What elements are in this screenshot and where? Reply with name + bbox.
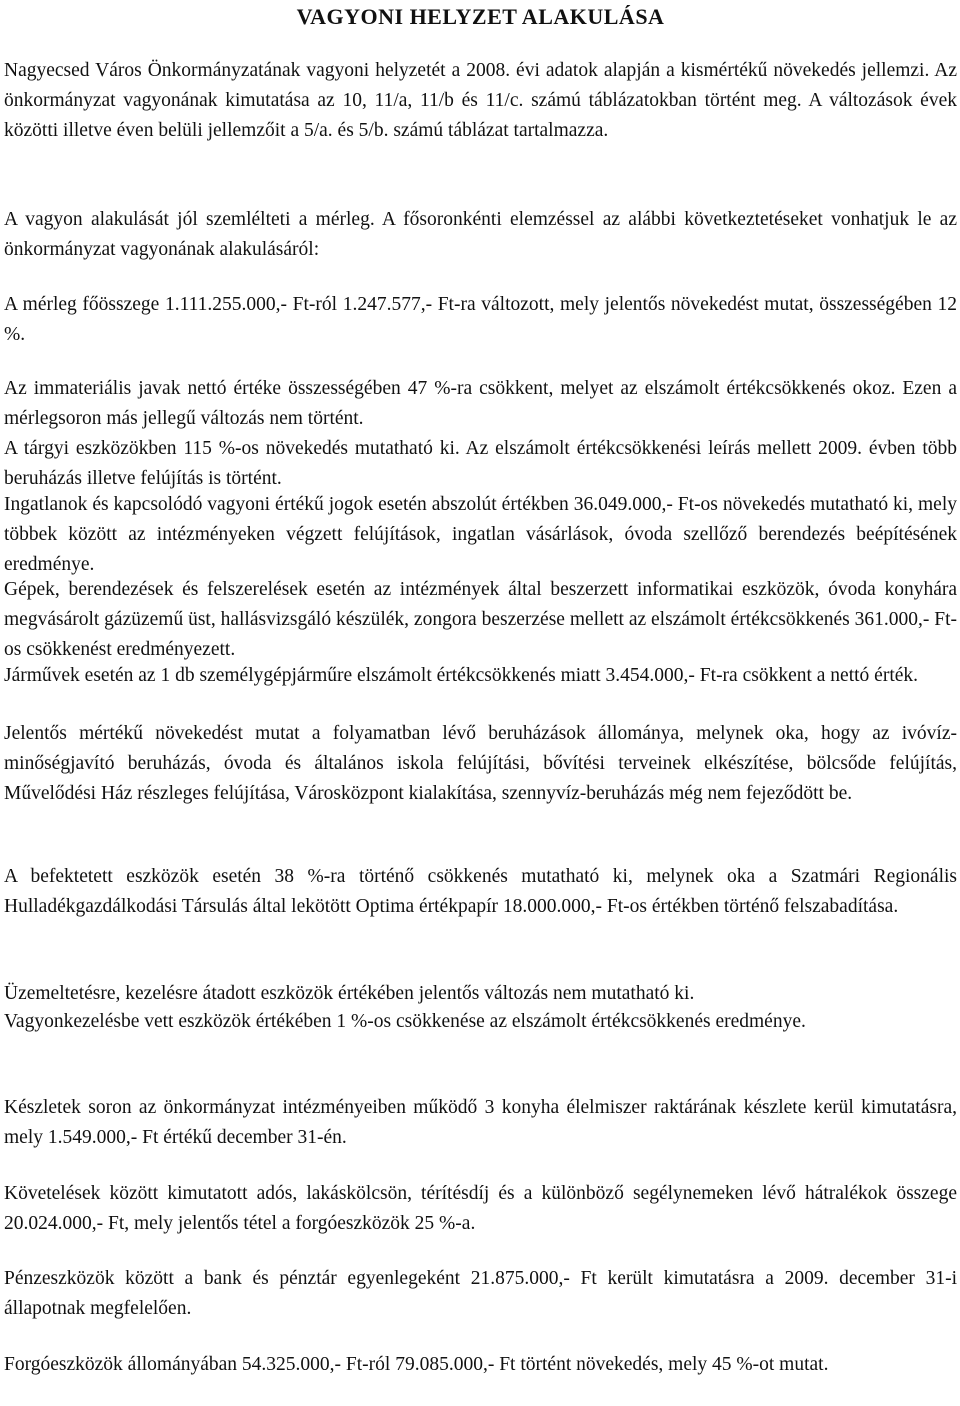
paragraph-real-estate: Ingatlanok és kapcsolódó vagyoni értékű jogok esetén abszolút értékben 36.049.000,- Ft-os növekedés mutatható ki, mely többek között az intézményeken végzett felújítások, ingatlan vásárlások, óvoda szellőző berendezés beépítésének eredménye.: [4, 494, 957, 575]
paragraph-cash: Pénzeszközök között a bank és pénztár egyenlegeként 21.875.000,- Ft került kimutatásra a 2009. december 31-i állapotnak megfelelően.: [4, 1268, 957, 1319]
document-title: VAGYONI HELYZET ALAKULÁSA: [296, 4, 665, 29]
paragraph-ongoing-investments: Jelentős mértékű növekedést mutat a folyamatban lévő beruházások állománya, melynek oka, hogy az ivóvíz-minőségjavító beruházás, óvoda és általános iskola felújítási, bővítési terveinek elkészítése, bölcsőde felújítás, Művelődési Ház részleges felújítása, Városközpont kialakítása, szennyvíz-beruházás még nem fejeződött be.: [4, 723, 957, 804]
paragraph-inventory: Készletek soron az önkormányzat intézményeiben működő 3 konyha élelmiszer raktárának készlete kerül kimutatásra, mely 1.549.000,- Ft értékű december 31-én.: [4, 1097, 957, 1148]
paragraph-current-assets: Forgóeszközök állományában 54.325.000,- Ft-ról 79.085.000,- Ft történt növekedés, mely 45 %-ot mutat.: [4, 1354, 829, 1375]
paragraph-vehicles: Járművek esetén az 1 db személygépjárműre elszámolt értékcsökkenés miatt 3.454.000,- Ft-ra csökkent a nettó érték.: [4, 665, 919, 686]
paragraph-tangible-assets: A tárgyi eszközökben 115 %-os növekedés mutatható ki. Az elszámolt értékcsökkenési leírás mellett 2009. évben több beruházás illetve felújítás is történt.: [4, 438, 957, 489]
paragraph-financial-assets: A befektetett eszközök esetén 38 %-ra történő csökkenés mutatható ki, melynek oka a Szatmári Regionális Hulladékgazdálkodási Társulás által lekötött Optima értékpapír 18.000.000,- Ft-os értékben történő felszabadítása.: [4, 866, 957, 917]
paragraph-intangible-assets: Az immateriális javak nettó értéke összességében 47 %-ra csökkent, melyet az elszámolt értékcsökkenés okoz. Ezen a mérlegsoron más jellegű változás nem történt.: [4, 378, 957, 429]
paragraph-managed-assets: Vagyonkezelésbe vett eszközök értékében 1 %-os csökkenése az elszámolt értékcsökkenés eredménye.: [4, 1011, 806, 1032]
paragraph-balance-sheet: A vagyon alakulását jól szemlélteti a mérleg. A fősoronkénti elemzéssel az alábbi következtetéseket vonhatjuk le az önkormányzat vagyonának alakulásáról:: [4, 209, 957, 260]
paragraph-receivables: Követelések között kimutatott adós, lakáskölcsön, térítésdíj és a különböző segélynemeken lévő hátralékok összege 20.024.000,- Ft, mely jelentős tétel a forgóeszközök 25 %-a.: [4, 1183, 957, 1234]
paragraph-total-balance: A mérleg főösszege 1.111.255.000,- Ft-ról 1.247.577,- Ft-ra változott, mely jelentős növekedést mutat, összességében 12 %.: [4, 294, 957, 345]
paragraph-machinery: Gépek, berendezések és felszerelések esetén az intézmények által beszerzett informatikai eszközök, óvoda konyhára megvásárolt gázüzemű üst, hallásvizsgáló készülék, zongora beszerzése mellett az elszámolt értékcsökkenés 361.000,- Ft-os csökkenést eredményezett.: [4, 579, 957, 660]
paragraph-operated-assets: Üzemeltetésre, kezelésre átadott eszközök értékében jelentős változás nem mutatható ki.: [4, 983, 695, 1004]
paragraph-intro: Nagyecsed Város Önkormányzatának vagyoni helyzetét a 2008. évi adatok alapján a kismértékű növekedés jellemzi. Az önkormányzat vagyonának kimutatása az 10, 11/a, 11/b és 11/c. számú táblázatokban történt meg. A változások évek közötti illetve éven belüli jellemzőit a 5/a. és 5/b. számú táblázat tartalmazza.: [4, 60, 957, 141]
